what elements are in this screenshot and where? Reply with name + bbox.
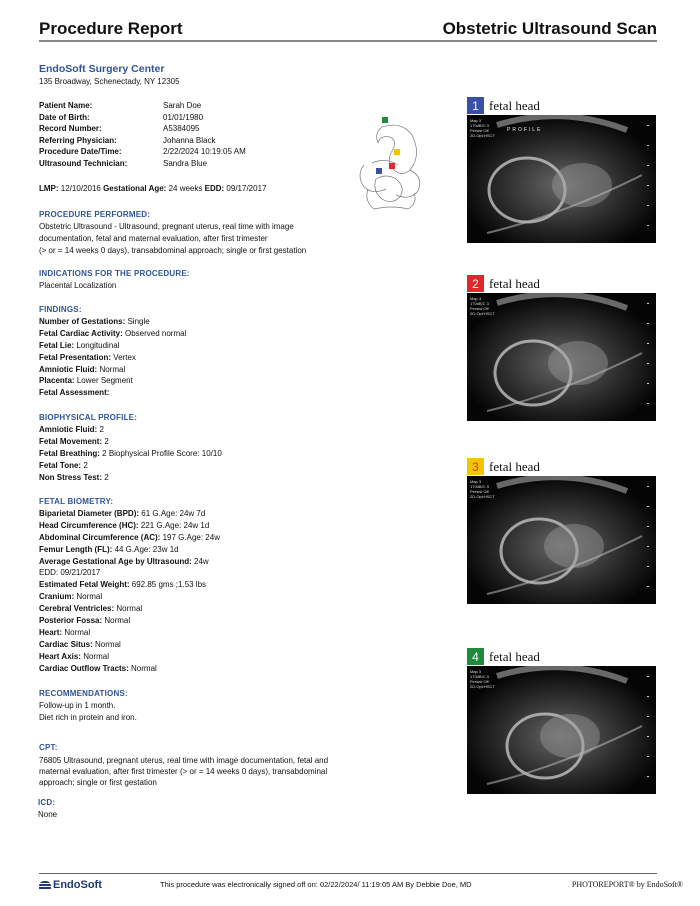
text-line: Follow-up in 1 month. <box>39 700 116 710</box>
field-value: Johanna Black <box>163 135 216 145</box>
field-label: Procedure Date/Time: <box>39 147 122 157</box>
image-caption-text: fetal head <box>489 275 540 291</box>
finding-label: Cardiac Outflow Tracts: <box>39 663 129 673</box>
organization-name: EndoSoft Surgery Center <box>39 63 165 75</box>
finding-row <box>39 472 369 484</box>
report-header <box>39 18 657 42</box>
image-caption <box>467 275 656 292</box>
finding-row <box>39 651 369 663</box>
field-value: Sarah Doe <box>163 101 202 110</box>
finding-label: Cranium: <box>39 592 75 602</box>
svg-text:170dB/C 3: 170dB/C 3 <box>470 301 489 306</box>
patient-row <box>39 123 246 135</box>
text-line: Placental Localization <box>39 280 117 290</box>
field-label: Record Number: <box>39 124 102 134</box>
finding-label: Amniotic Fluid: <box>39 424 98 434</box>
finding-value: 2 <box>104 436 109 446</box>
finding-label: Fetal Presentation: <box>39 352 112 362</box>
finding-value: Normal <box>76 592 103 602</box>
marker-1 <box>376 168 382 174</box>
finding-value: Lower Segment <box>76 376 133 386</box>
finding-value: Observed normal <box>124 328 187 338</box>
patient-row <box>39 158 246 170</box>
image-number-badge: 2 <box>467 275 484 292</box>
finding-row <box>39 520 369 532</box>
text-line: Diet rich in protein and iron. <box>39 712 137 722</box>
image-number-badge: 4 <box>467 648 484 665</box>
finding-value: 2 <box>99 424 104 434</box>
finding-label: Placenta: <box>39 376 75 386</box>
text-line: None <box>38 809 58 819</box>
finding-value: 61 G.Age: 24w 7d <box>141 508 206 518</box>
svg-text:Persist Off: Persist Off <box>470 128 489 133</box>
finding-label: Amniotic Fluid: <box>39 364 98 374</box>
finding-value: 221 G.Age: 24w 1d <box>140 520 210 530</box>
field-value: 2/22/2024 10:19:05 AM <box>163 147 246 157</box>
text-line: 76805 Ultrasound, pregnant uterus, real time with image documentation, fetal and <box>39 756 329 765</box>
svg-text:2D-Opt:HSCT: 2D-Opt:HSCT <box>470 494 495 499</box>
image-caption <box>467 648 656 665</box>
finding-row <box>39 639 369 651</box>
finding-label: Abdominal Circumference (AC): <box>39 532 161 542</box>
finding-value: Longitudinal <box>76 340 120 350</box>
ultrasound-image-1[interactable] <box>467 97 656 243</box>
scan-type-title: Obstetric Ultrasound Scan <box>442 19 657 38</box>
finding-label: Fetal Movement: <box>39 436 103 446</box>
ultrasound-scan <box>467 476 656 604</box>
svg-text:Map 3: Map 3 <box>470 479 482 484</box>
ultrasound-scan <box>467 666 656 794</box>
svg-text:2D-Opt:HSCT: 2D-Opt:HSCT <box>470 133 495 138</box>
ultrasound-scan <box>467 115 656 243</box>
section-title: FINDINGS: <box>39 305 82 314</box>
svg-text:2D-Opt:HSCT: 2D-Opt:HSCT <box>470 684 495 689</box>
text-line: (> or = 14 weeks 0 days), transabdominal approach; single or first gestation <box>39 245 307 255</box>
finding-row <box>39 460 369 472</box>
svg-text:170dB/C 3: 170dB/C 3 <box>470 484 489 489</box>
finding-label: Head Circumference (HC): <box>39 520 139 530</box>
svg-text:Map 3: Map 3 <box>470 296 482 301</box>
field-label: Patient Name: <box>39 101 93 110</box>
lmp-value: 12/10/2016 <box>60 184 101 193</box>
finding-row <box>39 375 369 387</box>
procedure-performed-section <box>39 209 369 257</box>
finding-value: Normal <box>116 604 143 614</box>
patient-row <box>39 100 246 112</box>
ultrasound-image-3[interactable] <box>467 458 656 604</box>
finding-value: 2 <box>104 472 109 482</box>
biometry-section <box>39 496 369 675</box>
field-label: Date of Birth: <box>39 112 90 122</box>
finding-row <box>39 615 369 627</box>
finding-row <box>39 603 369 615</box>
marker-2 <box>389 163 395 169</box>
image-number-badge: 1 <box>467 97 484 114</box>
finding-label: Non Stress Test: <box>39 472 102 482</box>
finding-row <box>39 567 369 579</box>
recommendations-section <box>39 688 369 724</box>
finding-row <box>39 556 369 568</box>
patient-row <box>39 146 246 158</box>
finding-value: Normal <box>83 651 109 661</box>
section-title: ICD: <box>38 798 56 807</box>
section-title: RECOMMENDATIONS: <box>39 689 128 698</box>
ga-value: 24 weeks <box>168 184 203 193</box>
section-title: BIOPHYSICAL PROFILE: <box>39 413 138 422</box>
marker-4 <box>382 117 388 123</box>
finding-row <box>39 364 369 376</box>
lmp-label: LMP: <box>39 184 59 193</box>
finding-value: Single <box>127 316 150 326</box>
finding-label: Fetal Cardiac Activity: <box>39 328 123 338</box>
finding-row <box>39 663 369 675</box>
finding-value: Normal <box>95 639 121 649</box>
indications-section <box>39 268 369 292</box>
finding-row <box>39 579 369 591</box>
edd-label: EDD: <box>204 184 225 193</box>
finding-value: 24w <box>194 556 209 566</box>
svg-text:Persist Off: Persist Off <box>470 679 489 684</box>
finding-label: Heart: <box>39 627 63 637</box>
field-value: A5384095 <box>163 124 200 134</box>
svg-text:170dB/C 3: 170dB/C 3 <box>470 123 489 128</box>
section-title: CPT: <box>39 743 58 752</box>
organization-block <box>39 63 180 86</box>
finding-value: 692.85 gms ;1.53 lbs <box>131 580 207 590</box>
finding-row <box>39 316 369 328</box>
svg-text:170dB/C 3: 170dB/C 3 <box>470 674 489 679</box>
finding-label: Biparietal Diameter (BPD): <box>39 508 140 518</box>
finding-row <box>39 424 369 436</box>
finding-label: Cerebral Ventricles: <box>39 604 115 614</box>
photoreport-brand: PHOTOREPORT® by EndoSoft® <box>571 880 683 889</box>
svg-text:Persist Off: Persist Off <box>470 489 489 494</box>
field-value: 01/01/1980 <box>163 112 204 122</box>
svg-text:Persist Off: Persist Off <box>470 306 489 311</box>
patient-row <box>39 112 246 124</box>
finding-row <box>39 508 369 520</box>
endosoft-logo-icon <box>39 881 51 890</box>
finding-label: Posterior Fossa: <box>39 616 103 626</box>
svg-text:2D-Opt:HSCT: 2D-Opt:HSCT <box>470 311 495 316</box>
edd-value: 09/17/2017 <box>226 184 267 193</box>
finding-row <box>39 532 369 544</box>
marker-3 <box>394 149 400 155</box>
cpt-section <box>39 742 384 788</box>
finding-value: 44 G.Age: 23w 1d <box>114 544 179 554</box>
finding-value: Normal <box>131 663 157 673</box>
finding-value: Normal <box>99 364 126 374</box>
image-caption <box>467 97 656 114</box>
finding-row <box>39 627 369 639</box>
text-line: documentation, fetal and maternal evaluation, after first trimester <box>39 233 268 243</box>
signoff-text: This procedure was electronically signed off on: 02/22/2024/ 11:19:05 AM By Debbie Doe, MD <box>160 880 472 889</box>
finding-value: EDD: 09/21/2017 <box>39 568 101 578</box>
footer-divider <box>39 873 657 874</box>
ultrasound-scan <box>467 293 656 421</box>
finding-row <box>39 436 369 448</box>
finding-label: Fetal Assessment: <box>39 388 110 398</box>
finding-label: Cardiac Situs: <box>39 639 93 649</box>
text-line: Obstetric Ultrasound - Ultrasound, pregnant uterus, real time with image <box>39 221 294 231</box>
footer-logo <box>39 879 102 891</box>
text-line: maternal evaluation, after first trimester (> or = 14 weeks 0 days), transabdominal <box>39 767 328 776</box>
finding-label: Femur Length (FL): <box>39 544 113 554</box>
finding-row <box>39 328 369 340</box>
lmp-line <box>39 184 266 193</box>
finding-row <box>39 591 369 603</box>
finding-row <box>39 352 369 364</box>
text-line: approach; single or first gestation <box>39 778 157 787</box>
footer-logo-text: EndoSoft <box>53 879 102 891</box>
ultrasound-image-4[interactable] <box>467 648 656 794</box>
finding-value: 2 Biophysical Profile Score: 10/10 <box>102 448 222 458</box>
finding-row <box>39 544 369 556</box>
patient-row <box>39 135 246 147</box>
finding-value: 2 <box>83 460 88 470</box>
finding-label: Number of Gestations: <box>39 316 126 326</box>
image-caption-text: fetal head <box>489 458 540 474</box>
finding-label: Average Gestational Age by Ultrasound: <box>39 556 192 566</box>
biophysical-section <box>39 412 369 483</box>
image-caption-text: fetal head <box>489 97 540 113</box>
finding-label: Fetal Lie: <box>39 340 75 350</box>
anatomy-diagram <box>352 115 432 215</box>
finding-value: Normal <box>64 627 91 637</box>
svg-text:PROFILE: PROFILE <box>507 127 543 133</box>
finding-value: Vertex <box>113 352 136 362</box>
finding-row <box>39 340 369 352</box>
svg-text:Map 3: Map 3 <box>470 118 482 123</box>
ga-label: Gestational Age: <box>103 184 167 193</box>
field-label: Ultrasound Technician: <box>39 158 128 168</box>
organization-address: 135 Broadway, Schenectady, NY 12305 <box>39 77 180 86</box>
patient-info <box>39 100 246 170</box>
ultrasound-image-2[interactable] <box>467 275 656 421</box>
field-value: Sandra Blue <box>163 158 208 168</box>
section-title: INDICATIONS FOR THE PROCEDURE: <box>39 269 190 278</box>
finding-value: 197 G.Age: 24w <box>162 532 220 542</box>
icd-section <box>38 797 368 821</box>
section-title: FETAL BIOMETRY: <box>39 497 114 506</box>
field-label: Referring Physician: <box>39 135 117 145</box>
finding-label: Estimated Fetal Weight: <box>39 580 130 590</box>
findings-section <box>39 304 369 399</box>
finding-row <box>39 387 369 399</box>
finding-label: Fetal Breathing: <box>39 448 100 458</box>
svg-text:Map 3: Map 3 <box>470 669 482 674</box>
finding-value: Normal <box>104 616 131 626</box>
report-title: Procedure Report <box>39 19 183 38</box>
finding-row <box>39 448 369 460</box>
image-caption-text: fetal head <box>489 648 540 664</box>
section-title: PROCEDURE PERFORMED: <box>39 210 151 219</box>
finding-label: Heart Axis: <box>39 651 81 661</box>
image-caption <box>467 458 656 475</box>
finding-label: Fetal Tone: <box>39 460 82 470</box>
image-number-badge: 3 <box>467 458 484 475</box>
